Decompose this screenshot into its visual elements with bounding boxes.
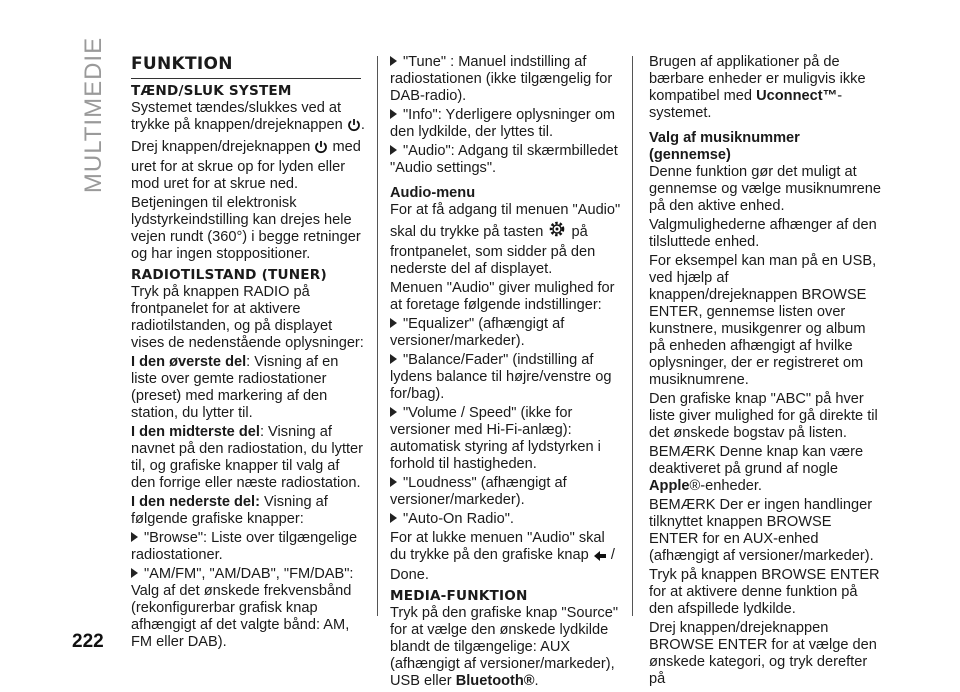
power-p1-end: . (360, 117, 365, 133)
bullet-text: "Loudness" (afhængigt af versioner/markeder). (390, 475, 567, 508)
track-selection-heading: Valg af musiknummer (gennemse) (649, 130, 800, 163)
bluetooth-label: Bluetooth® (455, 673, 535, 689)
paragraph: Tryk på knappen BROWSE ENTER for at aktivere denne funktion på den afspillede lydkilde. (649, 567, 880, 617)
column-2 (390, 54, 622, 692)
middle-part-text: : Visning af navnet på den radiostation, du lytter til, og grafiske knapper til valg af den forrige eller næste radiostation. (131, 424, 364, 491)
list-item (390, 352, 622, 403)
power-p2-text: Drej knappen/drejeknappen (131, 139, 311, 155)
close-audio-paragraph (390, 530, 622, 584)
power-icon (314, 140, 328, 159)
page-number: 222 (72, 631, 104, 652)
power-paragraph-3: Betjeningen til elektronisk lydstyrkeindstilling kan drejes hele vejen rundt (360°) i begge retninger og har ingen stoppositioner. (131, 195, 361, 262)
list-item (131, 530, 367, 564)
lower-part-text: Visning af følgende grafiske knapper: (131, 494, 328, 527)
upper-part-text: : Visning af en liste over gemte radiostationer (preset) med markering af den station, du lytter til. (131, 354, 339, 421)
paragraph: For eksempel kan man på en USB, ved hjælp af knappen/drejeknappen BROWSE ENTER, gennemse listen over kunstnere, musikgenrer og album på enheden afhængigt af hvilke oplysninger, der er registreret om musiknumrene. (649, 253, 877, 388)
upper-part-label: I den øverste del (131, 354, 247, 370)
column-1 (131, 54, 367, 653)
paragraph: Denne funktion gør det muligt at gennemse og vælge musiknumrene på den aktive enhed. (649, 164, 882, 214)
audio-paragraph-2: Menuen "Audio" giver mulighed for at foretage følgende indstillinger: (390, 280, 615, 313)
power-p1-text: Systemet tændes/slukkes ved at trykke på knappen/drejeknappen (131, 100, 343, 133)
bullet-text: "Audio": Adgang til skærmbilledet "Audio settings". (390, 143, 618, 176)
bullet-arrow-icon (390, 407, 397, 417)
note-text-2: ®-enheder. (689, 478, 762, 494)
bullet-text: "Balance/Fader" (indstilling af lydens balance til højre/venstre og for/bag). (390, 352, 612, 402)
list-item (390, 54, 622, 105)
middle-part-label: I den midterste del (131, 424, 260, 440)
bullet-text: "AM/FM", "AM/DAB", "FM/DAB": Valg af det ønskede frekvensbånd (rekonfigurerbar grafisk knap afhængigt af det valgte bånd: AM, FM eller DAB). (131, 566, 354, 650)
list-item (390, 143, 622, 177)
close-audio-text-2: / Done. (390, 547, 615, 583)
column-divider (632, 56, 633, 616)
audio-menu-heading: Audio-menu (390, 185, 476, 201)
section-label-text: MULTIMEDIE (80, 36, 108, 194)
list-item (390, 511, 622, 528)
paragraph: Drej knappen/drejeknappen BROWSE ENTER for at vælge den ønskede kategori, og tryk derefter på (649, 620, 877, 687)
bullet-arrow-icon (390, 513, 397, 523)
list-item (390, 475, 622, 509)
radio-heading: RADIOTILSTAND (TUNER) (131, 267, 327, 283)
close-audio-text: For at lukke menuen "Audio" skal du trykke på den grafiske knap (390, 530, 605, 563)
bullet-arrow-icon (390, 354, 397, 364)
bullet-arrow-icon (390, 318, 397, 328)
bullet-text: "Equalizer" (afhængigt af versioner/markeder). (390, 316, 565, 349)
paragraph: Den grafiske knap "ABC" på hver liste giver mulighed for gå direkte til det ønskede bogstav på listen. (649, 391, 878, 441)
note-paragraph: BEMÆRK Der er ingen handlinger tilknyttet knappen BROWSE ENTER for en AUX-enhed (afhængigt af versioner/markeder). (649, 497, 874, 564)
power-p2-text-2: med uret for at skrue op for lyden eller mod uret for at skrue ned. (131, 139, 361, 192)
column-3 (649, 54, 881, 690)
upper-part-paragraph (131, 354, 367, 422)
lower-part-paragraph (131, 494, 367, 528)
list-item (390, 107, 622, 141)
radio-paragraph-1: Tryk på knappen RADIO på frontpanelet for at aktivere radiotilstanden, og på displayet vises de nedenstående oplysninger: (131, 284, 364, 351)
note-text: BEMÆRK Denne knap kan være deaktiveret på grund af nogle (649, 444, 864, 477)
list-item (131, 566, 367, 651)
bullet-text: "Info": Yderligere oplysninger om den lydkilde, der lyttes til. (390, 107, 616, 140)
bullet-arrow-icon (390, 56, 397, 66)
bullet-text: "Browse": Liste over tilgængelige radiostationer. (131, 530, 358, 563)
gear-settings-icon (547, 219, 567, 244)
audio-p1-text-2: på frontpanelet, som sidder på den nederste del af displayet. (390, 224, 596, 277)
bullet-text: "Tune" : Manuel indstilling af radiostationen (ikke tilgængelig for DAB-radio). (390, 54, 613, 104)
note-paragraph (649, 444, 881, 495)
list-item (390, 316, 622, 350)
power-icon (347, 118, 361, 137)
paragraph: Valgmulighederne afhænger af den tilsluttede enhed. (649, 217, 877, 250)
media-heading: MEDIA-FUNKTION (390, 588, 528, 604)
middle-part-paragraph (131, 424, 367, 492)
media-p1-end: . (534, 673, 539, 689)
audio-paragraph-1 (390, 202, 622, 278)
bullet-arrow-icon (390, 109, 397, 119)
power-paragraph-1 (131, 100, 367, 137)
bullet-arrow-icon (131, 568, 138, 578)
page-title: FUNKTION (131, 54, 361, 79)
power-heading: TÆND/SLUK SYSTEM (131, 83, 292, 99)
media-p1-text: Tryk på den grafiske knap "Source" for at vælge den ønskede lydkilde blandt de tilgængelige: AUX (afhængigt af versioner/markeder), USB eller (390, 605, 619, 689)
apple-label: Apple (649, 478, 690, 494)
bullet-arrow-icon (131, 532, 138, 542)
section-side-label (80, 36, 108, 194)
power-paragraph-2 (131, 139, 367, 193)
bullet-arrow-icon (390, 145, 397, 155)
bullet-arrow-icon (390, 477, 397, 487)
back-arrow-icon (593, 550, 607, 567)
compat-text-2: -systemet. (649, 88, 843, 121)
bullet-text: "Auto-On Radio". (403, 511, 514, 527)
lower-part-label: I den nederste del: (131, 494, 260, 510)
column-divider (377, 56, 378, 616)
bullet-text: "Volume / Speed" (ikke for versioner med Hi-Fi-anlæg): automatisk styring af lydstyrken i forhold til hastigheden. (390, 405, 601, 472)
compat-text: Brugen af applikationer på de bærbare enheder er muligvis ikke kompatibel med (649, 54, 866, 104)
audio-p1-text: For at få adgang til menuen "Audio" skal du trykke på tasten (390, 202, 621, 240)
list-item (390, 405, 622, 473)
uconnect-label: Uconnect™ (756, 88, 838, 104)
compat-paragraph (649, 54, 881, 122)
media-paragraph-1 (390, 605, 622, 690)
